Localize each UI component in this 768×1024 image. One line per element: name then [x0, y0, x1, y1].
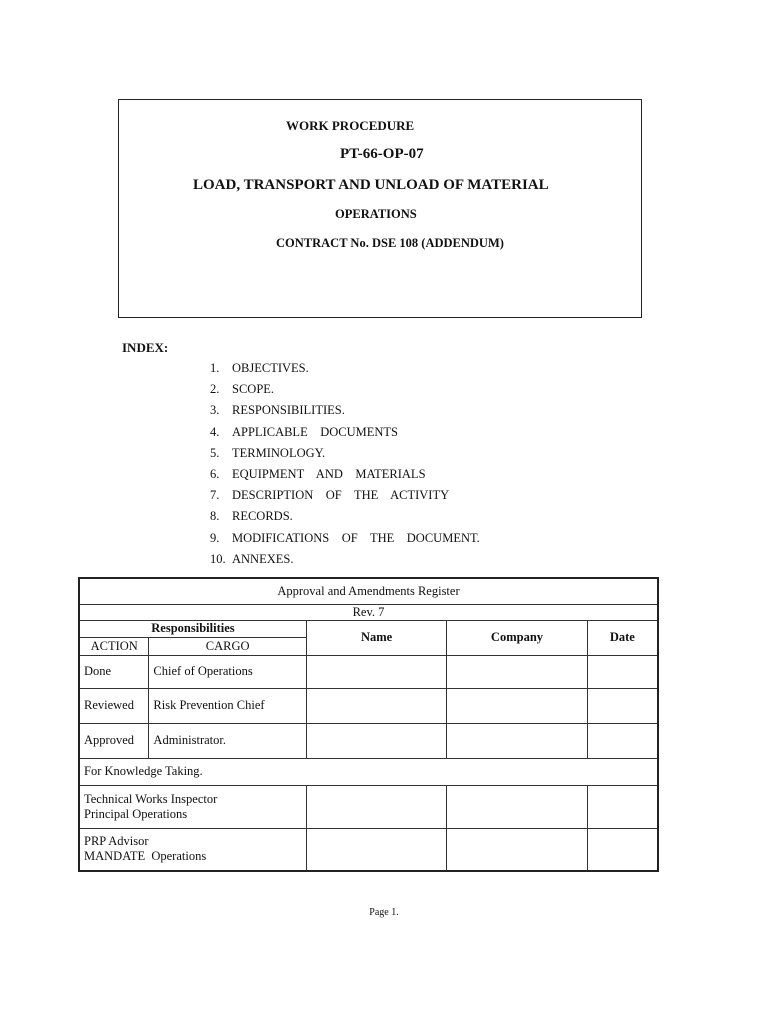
index-item: 7. DESCRIPTION OF THE ACTIVITY — [210, 488, 450, 503]
index-item: 10. ANNEXES. — [210, 551, 294, 566]
date-cell[interactable] — [587, 828, 658, 871]
date-cell[interactable] — [587, 655, 658, 688]
role-department: Principal Operations — [84, 806, 188, 821]
procedure-code: PT-66-OP-07 — [340, 146, 424, 162]
role-department: MANDATE Operations — [84, 849, 207, 864]
cargo-cell: Chief of Operations — [149, 655, 306, 688]
cargo-cell: Risk Prevention Chief — [149, 688, 306, 723]
date-cell[interactable] — [587, 688, 658, 723]
company-header: Company — [447, 620, 587, 655]
name-cell[interactable] — [306, 723, 446, 758]
action-header: ACTION — [79, 637, 149, 655]
role-title: Technical Works Inspector — [84, 791, 218, 806]
page-number: Page 1. — [369, 907, 399, 918]
knowledge-role-cell — [79, 828, 306, 871]
name-header: Name — [306, 620, 446, 655]
index-item: 5. TERMINOLOGY. — [210, 445, 326, 460]
date-header: Date — [587, 620, 658, 655]
responsibilities-header: Responsibilities — [79, 620, 306, 637]
company-cell[interactable] — [447, 785, 587, 828]
index-item: 6. EQUIPMENT AND MATERIALS — [210, 466, 426, 481]
department-label: OPERATIONS — [335, 207, 417, 221]
name-cell[interactable] — [306, 828, 446, 871]
name-cell[interactable] — [306, 785, 446, 828]
register-title: Approval and Amendments Register — [79, 578, 658, 604]
index-item: 2. SCOPE. — [210, 382, 275, 397]
index-item: 3. RESPONSIBILITIES. — [210, 403, 345, 418]
revision-label: Rev. 7 — [79, 604, 658, 620]
table-row — [79, 785, 658, 828]
index-heading: INDEX: — [122, 340, 169, 355]
cargo-cell: Administrator. — [149, 723, 306, 758]
index-item: 9. MODIFICATIONS OF THE DOCUMENT. — [210, 530, 480, 545]
role-title: PRP Advisor — [84, 834, 149, 849]
name-cell[interactable] — [306, 655, 446, 688]
action-cell: Approved — [79, 723, 149, 758]
table-row — [79, 828, 658, 871]
name-cell[interactable] — [306, 688, 446, 723]
knowledge-taking-label: For Knowledge Taking. — [79, 758, 658, 785]
action-cell: Done — [79, 655, 149, 688]
company-cell[interactable] — [447, 828, 587, 871]
date-cell[interactable] — [587, 785, 658, 828]
index-list — [210, 358, 480, 570]
index-item: 8. RECORDS. — [210, 509, 293, 524]
approval-register-table — [78, 577, 659, 872]
procedure-title: LOAD, TRANSPORT AND UNLOAD OF MATERIAL — [193, 177, 549, 193]
knowledge-role-cell — [79, 785, 306, 828]
company-cell[interactable] — [447, 688, 587, 723]
company-cell[interactable] — [447, 655, 587, 688]
table-row — [79, 723, 658, 758]
work-procedure-label: WORK PROCEDURE — [286, 118, 415, 133]
table-row — [79, 655, 658, 688]
contract-label: CONTRACT No. DSE 108 (ADDENDUM) — [276, 236, 504, 250]
index-item: 1. OBJECTIVES. — [210, 361, 309, 375]
action-cell: Reviewed — [79, 688, 149, 723]
company-cell[interactable] — [447, 723, 587, 758]
index-item: 4. APPLICABLE DOCUMENTS — [210, 424, 398, 439]
table-row — [79, 688, 658, 723]
cargo-header: CARGO — [149, 637, 306, 655]
date-cell[interactable] — [587, 723, 658, 758]
